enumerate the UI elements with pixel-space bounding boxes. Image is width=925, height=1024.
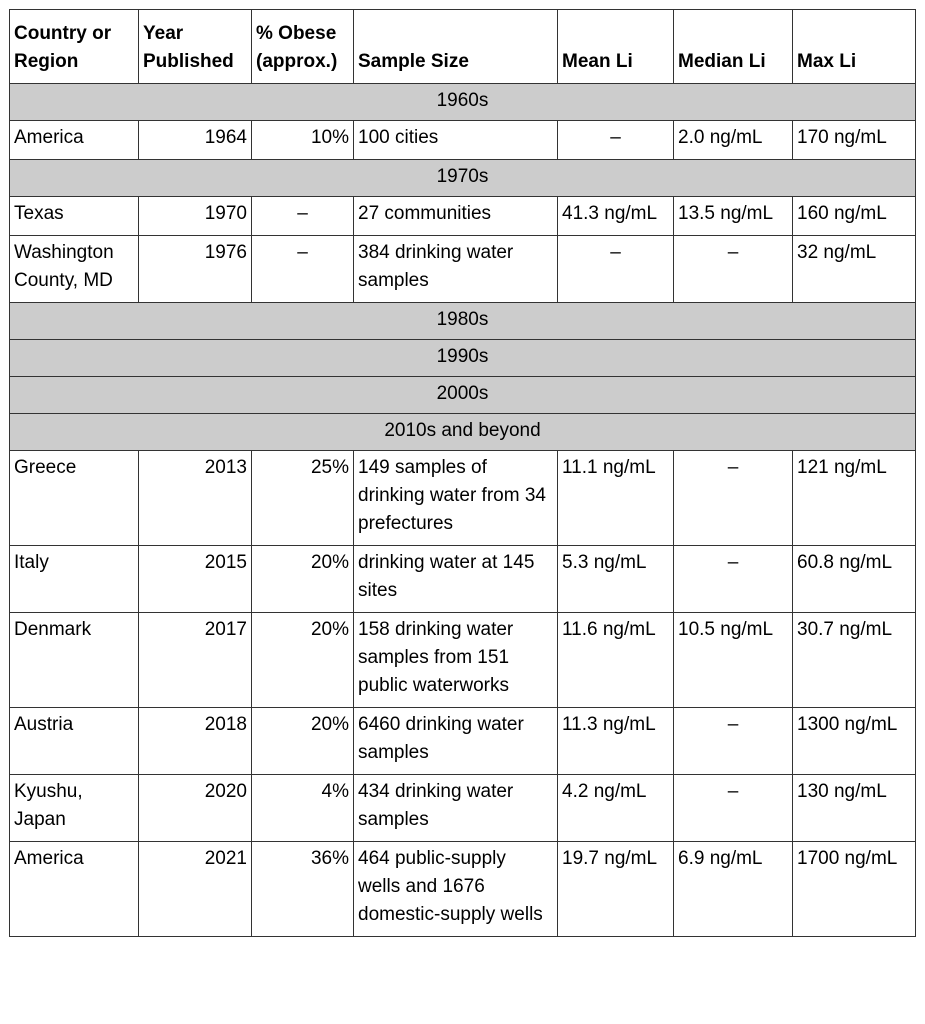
cell-obese: 25%: [252, 451, 354, 546]
cell-max-li: 130 ng/mL: [793, 775, 916, 842]
cell-sample-size: 434 drinking water samples: [354, 775, 558, 842]
cell-region: Italy: [10, 546, 139, 613]
table-row: [10, 236, 916, 303]
cell-obese: 36%: [252, 842, 354, 937]
cell-max-li: 121 ng/mL: [793, 451, 916, 546]
table-row: [10, 121, 916, 160]
cell-sample-size: 149 samples of drinking water from 34 prefectures: [354, 451, 558, 546]
header-line: Published: [143, 51, 234, 72]
header-line: Max Li: [797, 51, 857, 72]
cell-obese: –: [252, 197, 354, 236]
cell-max-li: 1700 ng/mL: [793, 842, 916, 937]
header-year: [139, 10, 252, 84]
cell-year: 2020: [139, 775, 252, 842]
cell-sample-size: 27 communities: [354, 197, 558, 236]
decade-group-row: [10, 84, 916, 121]
cell-year: 1964: [139, 121, 252, 160]
cell-obese: –: [252, 236, 354, 303]
cell-region: Austria: [10, 708, 139, 775]
header-line: % Obese: [256, 23, 337, 44]
cell-max-li: 60.8 ng/mL: [793, 546, 916, 613]
cell-year: 2015: [139, 546, 252, 613]
table-row: [10, 775, 916, 842]
cell-sample-size: 464 public-supply wells and 1676 domestic-supply wells: [354, 842, 558, 937]
cell-region: Washington County, MD: [10, 236, 139, 303]
header-line: Country or: [14, 23, 112, 44]
header-line: (approx.): [256, 51, 338, 72]
header-median-li: [674, 10, 793, 84]
cell-max-li: 30.7 ng/mL: [793, 613, 916, 708]
cell-median-li: 2.0 ng/mL: [674, 121, 793, 160]
cell-year: 1976: [139, 236, 252, 303]
cell-region: Texas: [10, 197, 139, 236]
cell-obese: 20%: [252, 613, 354, 708]
cell-sample-size: 6460 drinking water samples: [354, 708, 558, 775]
table-row: [10, 197, 916, 236]
cell-mean-li: 11.3 ng/mL: [558, 708, 674, 775]
cell-obese: 4%: [252, 775, 354, 842]
decade-group-row: [10, 340, 916, 377]
header-line: Region: [14, 51, 79, 72]
cell-mean-li: 5.3 ng/mL: [558, 546, 674, 613]
cell-median-li: –: [674, 236, 793, 303]
cell-region: Greece: [10, 451, 139, 546]
header-row: [10, 10, 916, 84]
cell-median-li: 10.5 ng/mL: [674, 613, 793, 708]
decade-label: 1960s: [10, 84, 916, 121]
header-line: Sample Size: [358, 51, 469, 72]
cell-region: Denmark: [10, 613, 139, 708]
cell-mean-li: 4.2 ng/mL: [558, 775, 674, 842]
cell-max-li: 170 ng/mL: [793, 121, 916, 160]
cell-max-li: 32 ng/mL: [793, 236, 916, 303]
decade-label: 1970s: [10, 160, 916, 197]
cell-mean-li: –: [558, 121, 674, 160]
cell-sample-size: 158 drinking water samples from 151 public waterworks: [354, 613, 558, 708]
decade-group-row: [10, 414, 916, 451]
cell-mean-li: 11.6 ng/mL: [558, 613, 674, 708]
cell-mean-li: –: [558, 236, 674, 303]
cell-sample-size: 100 cities: [354, 121, 558, 160]
table-row: [10, 708, 916, 775]
table-row: [10, 613, 916, 708]
cell-year: 2021: [139, 842, 252, 937]
table-row: [10, 546, 916, 613]
decade-label: 1980s: [10, 303, 916, 340]
cell-obese: 20%: [252, 546, 354, 613]
decade-group-row: [10, 377, 916, 414]
header-line: Median Li: [678, 51, 766, 72]
table-row: [10, 451, 916, 546]
cell-mean-li: 19.7 ng/mL: [558, 842, 674, 937]
cell-region: America: [10, 842, 139, 937]
cell-region: America: [10, 121, 139, 160]
header-line: Year: [143, 23, 184, 44]
header-region: [10, 10, 139, 84]
table-row: [10, 842, 916, 937]
cell-obese: 20%: [252, 708, 354, 775]
header-max-li: [793, 10, 916, 84]
header-obese: [252, 10, 354, 84]
cell-median-li: –: [674, 775, 793, 842]
cell-median-li: –: [674, 546, 793, 613]
header-line: Mean Li: [562, 51, 633, 72]
header-mean-li: [558, 10, 674, 84]
decade-group-row: [10, 303, 916, 340]
cell-median-li: 6.9 ng/mL: [674, 842, 793, 937]
cell-max-li: 160 ng/mL: [793, 197, 916, 236]
cell-region: Kyushu, Japan: [10, 775, 139, 842]
cell-year: 2018: [139, 708, 252, 775]
cell-median-li: –: [674, 708, 793, 775]
cell-year: 2017: [139, 613, 252, 708]
decade-label: 2010s and beyond: [10, 414, 916, 451]
lithium-data-table: [9, 9, 916, 937]
header-sample-size: [354, 10, 558, 84]
cell-median-li: –: [674, 451, 793, 546]
cell-year: 2013: [139, 451, 252, 546]
decade-label: 2000s: [10, 377, 916, 414]
cell-mean-li: 11.1 ng/mL: [558, 451, 674, 546]
cell-max-li: 1300 ng/mL: [793, 708, 916, 775]
decade-label: 1990s: [10, 340, 916, 377]
cell-year: 1970: [139, 197, 252, 236]
cell-mean-li: 41.3 ng/mL: [558, 197, 674, 236]
cell-median-li: 13.5 ng/mL: [674, 197, 793, 236]
cell-obese: 10%: [252, 121, 354, 160]
cell-sample-size: drinking water at 145 sites: [354, 546, 558, 613]
cell-sample-size: 384 drinking water samples: [354, 236, 558, 303]
decade-group-row: [10, 160, 916, 197]
table-body: [10, 84, 916, 937]
